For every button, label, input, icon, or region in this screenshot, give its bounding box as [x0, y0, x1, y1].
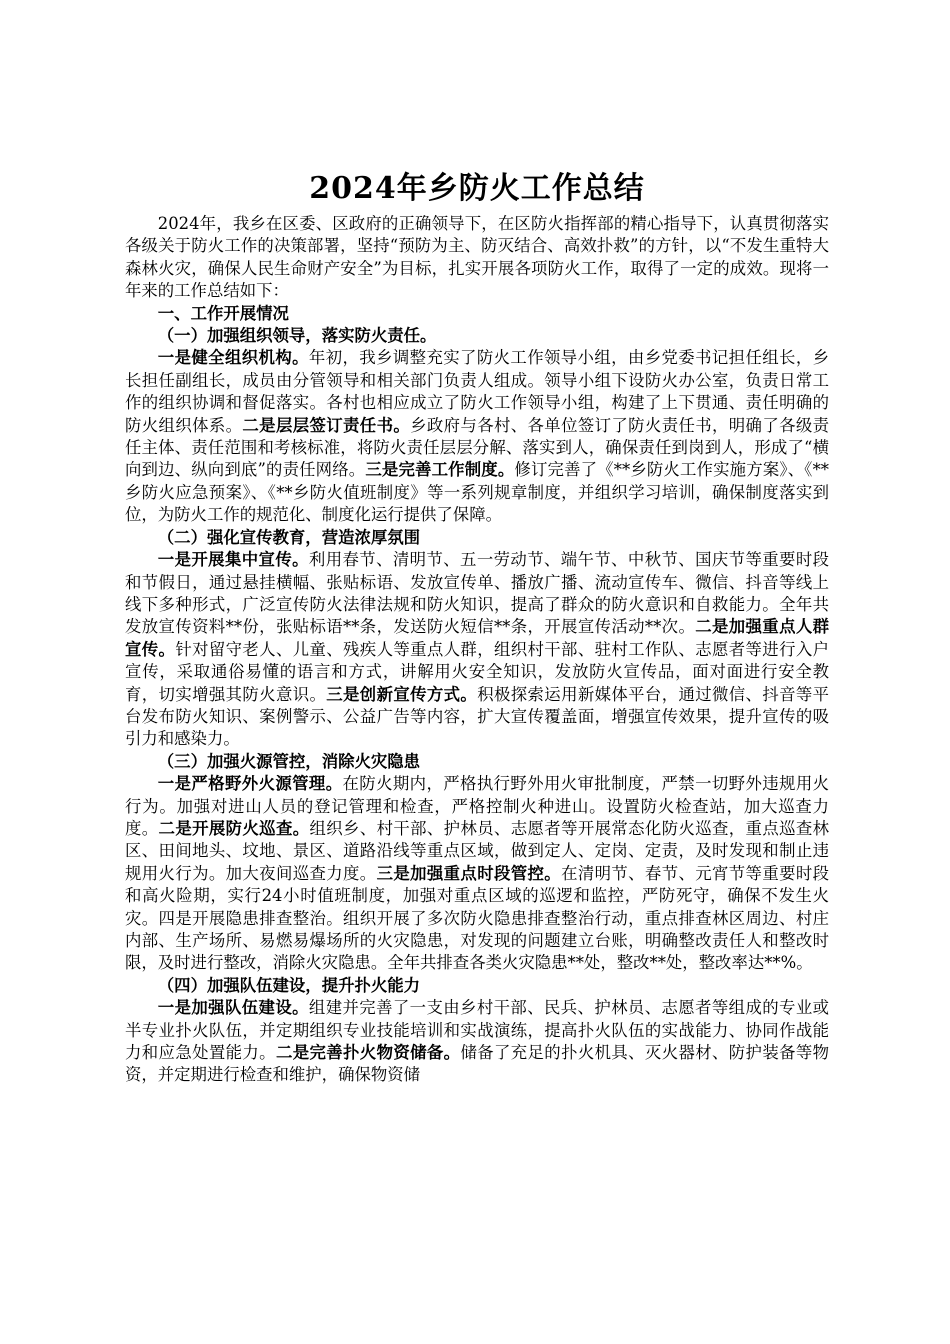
- subsection-1-paragraph: [125, 347, 829, 526]
- lead-phrase: 一是加强队伍建设。: [157, 998, 309, 1018]
- lead-phrase: 一是严格野外火源管理。: [157, 774, 343, 794]
- lead-phrase: 二是完善扑火物资储备。: [275, 1043, 461, 1063]
- intro-paragraph: 2024年，我乡在区委、区政府的正确领导下，在区防火指挥部的精心指导下，认真贯彻落实各级关于防火工作的决策部署，坚持“预防为主、防灭结合、高效扑救”的方针，以“不发生重特大森林火灾，确保人民生命财产安全”为目标，扎实开展各项防火工作，取得了一定的成效。现将一年来的工作总结如下：: [125, 214, 829, 301]
- subsection-heading-4: （四）加强队伍建设，提升扑火能力: [157, 975, 421, 995]
- document-title: 2024年乡防火工作总结: [309, 171, 645, 206]
- body-text: 在防火期内，严格执行野外用火审批制度，严禁一切野外违规用火行为。加强对进山人员的登记管理和检查，严格控制火种进山。设置防火检查站，加大巡查力度。: [125, 774, 830, 838]
- body-text: 组织乡、村干部、护林员、志愿者等开展常态化防火巡查，重点巡查林区、田间地头、坟地、景区、道路沿线等重点区域，做到定人、定岗、定责，及时发现和制止违规用火行为。加大夜间巡查力度。: [125, 818, 830, 883]
- body-text: 积极探索运用新媒体平台，通过微信、抖音等平台发布防火知识、案例警示、公益广告等内容，扩大宣传覆盖面，增强宣传效果，提升宣传的吸引力和感染力。: [125, 684, 830, 749]
- body-text: 在清明节、春节、元宵节等重要时段和高火险期，实行24小时值班制度，加强对重点区域的巡逻和监控，严防死守，确保不发生火灾。四是开展隐患排查整治。组织开展了多次防火隐患排查整治行动，重点排查林区周边、村庄内部、生产场所、易燃易爆场所的火灾隐患，对发现的问题建立台账，明确整改责任人和整改时限，及时进行整改，消除火灾隐患。全年共排查各类火灾隐患**处，整改**处，整改率达**%。: [125, 863, 830, 973]
- lead-phrase: 三是创新宣传方式。: [326, 684, 478, 704]
- body-text: 修订完善了《**乡防火工作实施方案》、《**乡防火应急预案》、《**乡防火值班制度》等一系列规章制度，并组织学习培训，确保制度落实到位，为防火工作的规范化、制度化运行提供了保障。: [125, 460, 830, 525]
- lead-phrase: 一是开展集中宣传。: [157, 550, 309, 570]
- subsection-heading-2: （二）强化宣传教育，营造浓厚氛围: [157, 527, 421, 547]
- lead-phrase: 一是健全组织机构。: [157, 348, 309, 368]
- subsection-heading-1: （一）加强组织领导，落实防火责任。: [157, 326, 437, 346]
- section-heading-1: 一、工作开展情况: [157, 303, 289, 323]
- subsection-3-paragraph: [125, 773, 829, 975]
- body-text: 年初，我乡调整充实了防火工作领导小组，由乡党委书记担任组长，乡长担任副组长，成员由分管领导和相关部门负责人组成。领导小组下设防火办公室，负责日常工作的组织协调和督促落实。各村也相应成立了防火工作领导小组，构建了上下贯通、责任明确的防火组织体系。: [125, 348, 830, 435]
- lead-phrase: 二是层层签订责任书。: [242, 415, 411, 435]
- body-text: 针对留守老人、儿童、残疾人等重点人群，组织村干部、驻村工作队、志愿者等进行入户宣传，采取通俗易懂的语言和方式，讲解用火安全知识，发放防火宣传品，面对面进行安全教育，切实增强其防火意识。: [125, 639, 830, 704]
- body-text: 乡政府与各村、各单位签订了防火责任书，明确了各级责任主体、责任范围和考核标准，将防火责任层层分解、落实到人，确保责任到岗到人，形成了“横向到边、纵向到底”的责任网络。: [125, 415, 830, 480]
- subsection-4-paragraph: [125, 997, 829, 1087]
- body-text: 利用春节、清明节、五一劳动节、端午节、中秋节、国庆节等重要时段和节假日，通过悬挂横幅、张贴标语、发放宣传单、播放广播、流动宣传车、微信、抖音等线上线下多种形式，广泛宣传防火法律法规和防火知识，提高了群众的防火意识和自救能力。全年共发放宣传资料**份，张贴标语**条，发送防火短信**条，开展宣传活动**次。: [125, 550, 830, 637]
- lead-phrase: 三是加强重点时段管控。: [376, 863, 562, 883]
- lead-phrase: 三是完善工作制度。: [365, 460, 515, 480]
- lead-phrase: 二是加强重点人群宣传。: [125, 617, 830, 659]
- document-page: [125, 168, 829, 1087]
- subsection-2-paragraph: [125, 549, 829, 751]
- body-text: 组建并完善了一支由乡村干部、民兵、护林员、志愿者等组成的专业或半专业扑火队伍，并定期组织专业技能培训和实战演练，提高扑火队伍的实战能力、协同作战能力和应急处置能力。: [125, 998, 830, 1063]
- subsection-heading-3: （三）加强火源管控，消除火灾隐患: [157, 751, 421, 771]
- body-text: 储备了充足的扑火机具、灭火器材、防护装备等物资，并定期进行检查和维护，确保物资储: [125, 1043, 830, 1085]
- lead-phrase: 二是开展防火巡查。: [158, 818, 310, 838]
